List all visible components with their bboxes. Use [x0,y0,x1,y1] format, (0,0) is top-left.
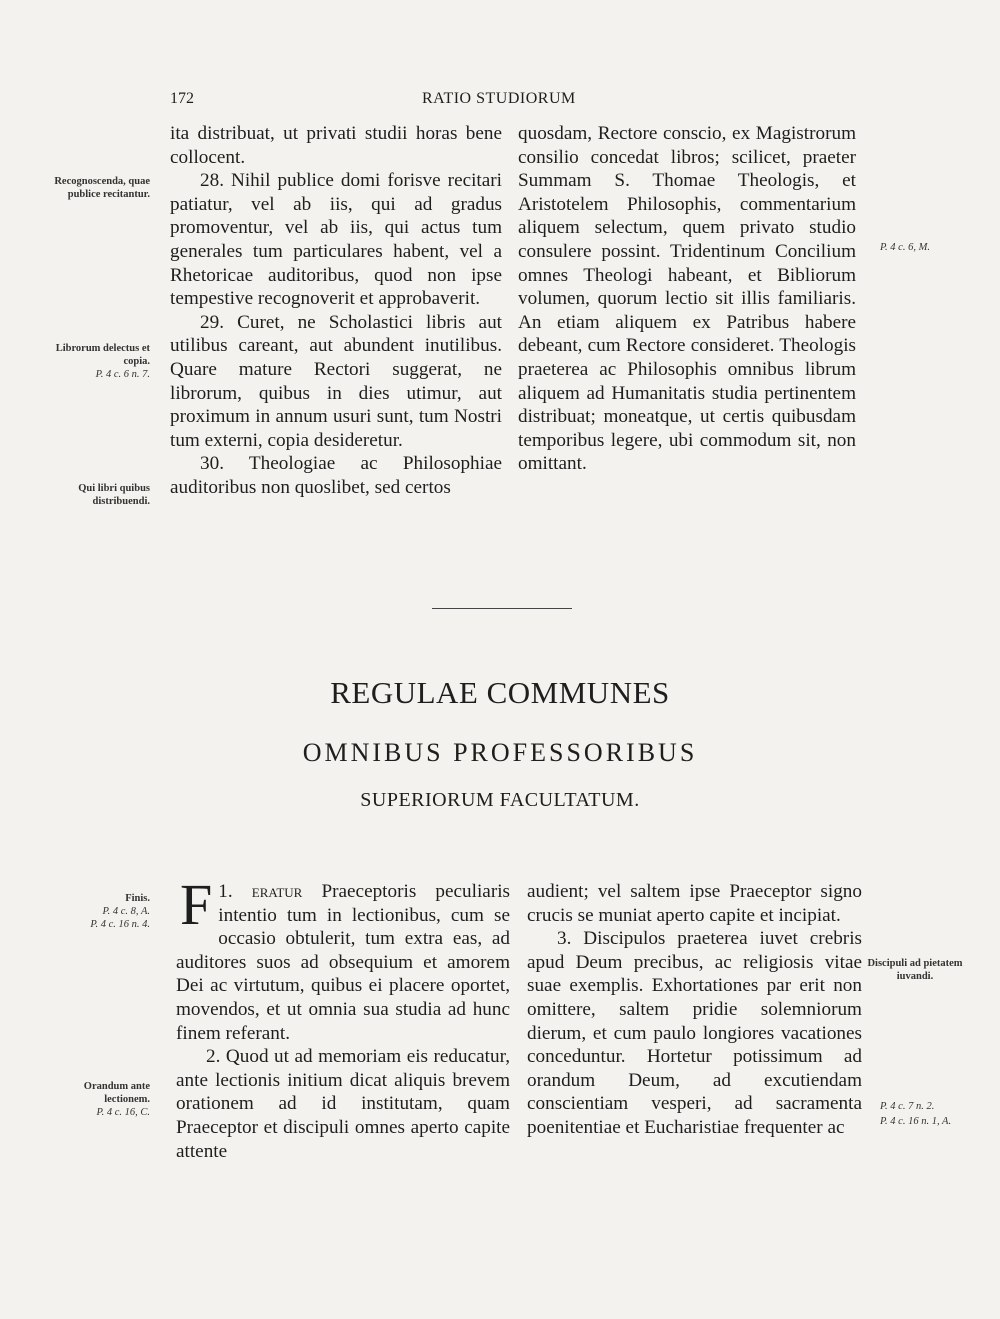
top-right-column [518,122,856,476]
section-subtitle: OMNIBUS PROFESSORIBUS [302,738,698,767]
bottom-left-column [176,872,511,1163]
margin-note-recognoscenda [40,175,150,201]
page-number: 172 [170,90,194,107]
margin-note-text: Finis. [125,893,150,904]
running-title: RATIO STUDIORUM [422,90,576,107]
paragraph: quosdam, Rectore conscio, ex Magistrorum consilio concedat libros; scilicet, praeter Summam S. Thomae Theologis, et Aristotelem Philosophis, commentarium aliquem selectum, quem privato studio consulere possint. Tridentinum Concilium omnes Theologi habeant, et Bibliorum volumen, quorum lectio sit illis familiaris. An etiam aliquem ex Patribus habere debeant, cum Rectore consideret. Theologis praeterea ac Philosophis omnibus librum aliquem ad Humanitatis studia pertinentem distribuat; moneatque, ut certis quibusdam temporibus legere, ubi commodum sit, non omittant. [518,123,856,475]
paragraph-number: 1. [218,881,233,902]
paragraph-text: Praeceptoris peculiaris intentio tum in lectionibus, cum se occasio obtulerit, tum extra eas, ad auditores suos ad obsequium et amorem Dei ac virtutum, quibus ei placere oportet, movendos, et ut omnia sua studia ad hunc finem referant. [176,881,511,1044]
margin-note-text: Qui libri quibus distribuendi. [78,483,150,507]
margin-ref-right-2: P. 4 c. 7 n. 2. [880,1101,935,1112]
margin-note-ref: P. 4 c. 16 n. 4. [90,919,150,930]
margin-note-text: Orandum ante lectionem. [83,1081,150,1105]
first-word: eratur [251,881,303,902]
margin-note-discipuli [860,957,970,983]
paragraph-30: 30. Theologiae ac Philosophiae auditoribus non quoslibet, sed certos [170,453,502,498]
section-subsubtitle: SUPERIORUM FACULTATUM. [360,789,640,811]
margin-note-orandum [40,1080,150,1119]
bottom-right-column [527,880,862,1140]
paragraph-1 [176,872,511,1045]
margin-ref-right-3: P. 4 c. 16 n. 1, A. [880,1116,952,1127]
section-title: REGULAE COMMUNES [330,675,670,710]
margin-note-qui-libri [40,482,150,508]
top-left-column [170,122,502,500]
paragraph-29: 29. Curet, ne Scholastici libris aut utilibus careant, aut abundent inutilibus. Quare mature Rectori suggerat, ne librorum, quibus in dies utimur, aut proximum in annum usuri sunt, tum Nostri tum externi, copia desideretur. [170,311,502,451]
paragraph-3: 3. Discipulos praeterea iuvet crebris apud Deum precibus, ac religiosis vitae suae exemplis. Exhortationes par erit non omittere, saltem pridie solemniorum dierum, et cum paulo longiores vacationes conceduntur. Hortetur potissimum ad orandum Deum, ad excutiendam conscientiam vesperi, ad sacramenta poenitentiae et Eucharistiae frequenter ac [527,928,862,1138]
drop-cap: F [180,872,213,937]
margin-note-text: Discipuli ad pietatem iuvandi. [867,958,963,982]
paragraph: ita distribuat, ut privati studii horas bene collocent. [170,123,502,168]
margin-note-ref: P. 4 c. 8, A. [102,906,150,917]
margin-note-ref: P. 4 c. 6 n. 7. [95,369,150,380]
section-divider [432,608,572,609]
paragraph: audient; vel saltem ipse Praeceptor signo crucis se muniat aperto capite et incipiat. [527,881,862,926]
paragraph-2: 2. Quod ut ad memoriam eis reducatur, ante lectionis initium dicat aliquis brevem orationem ad id institutam, quam Praeceptor et discipuli omnes aperto capite attente [176,1046,510,1162]
margin-note-finis [40,892,150,931]
margin-note-ref: P. 4 c. 16, C. [96,1107,150,1118]
margin-note-text: Librorum delectus et copia. [55,343,150,367]
margin-ref-right-1: P. 4 c. 6, M. [880,242,930,253]
paragraph-28: 28. Nihil publice domi forisve recitari patiatur, vel ab iis, qui ad gradus promoventur, vel ab iis, qui actus tum generales tum particulares habent, vel a Rhetoricae auditoribus, quod non ipse tempestive recognoverit et approbaverit. [170,170,502,310]
margin-note-text: Recognoscenda, quae publice recitantur. [54,176,150,200]
margin-note-librorum [40,342,150,381]
